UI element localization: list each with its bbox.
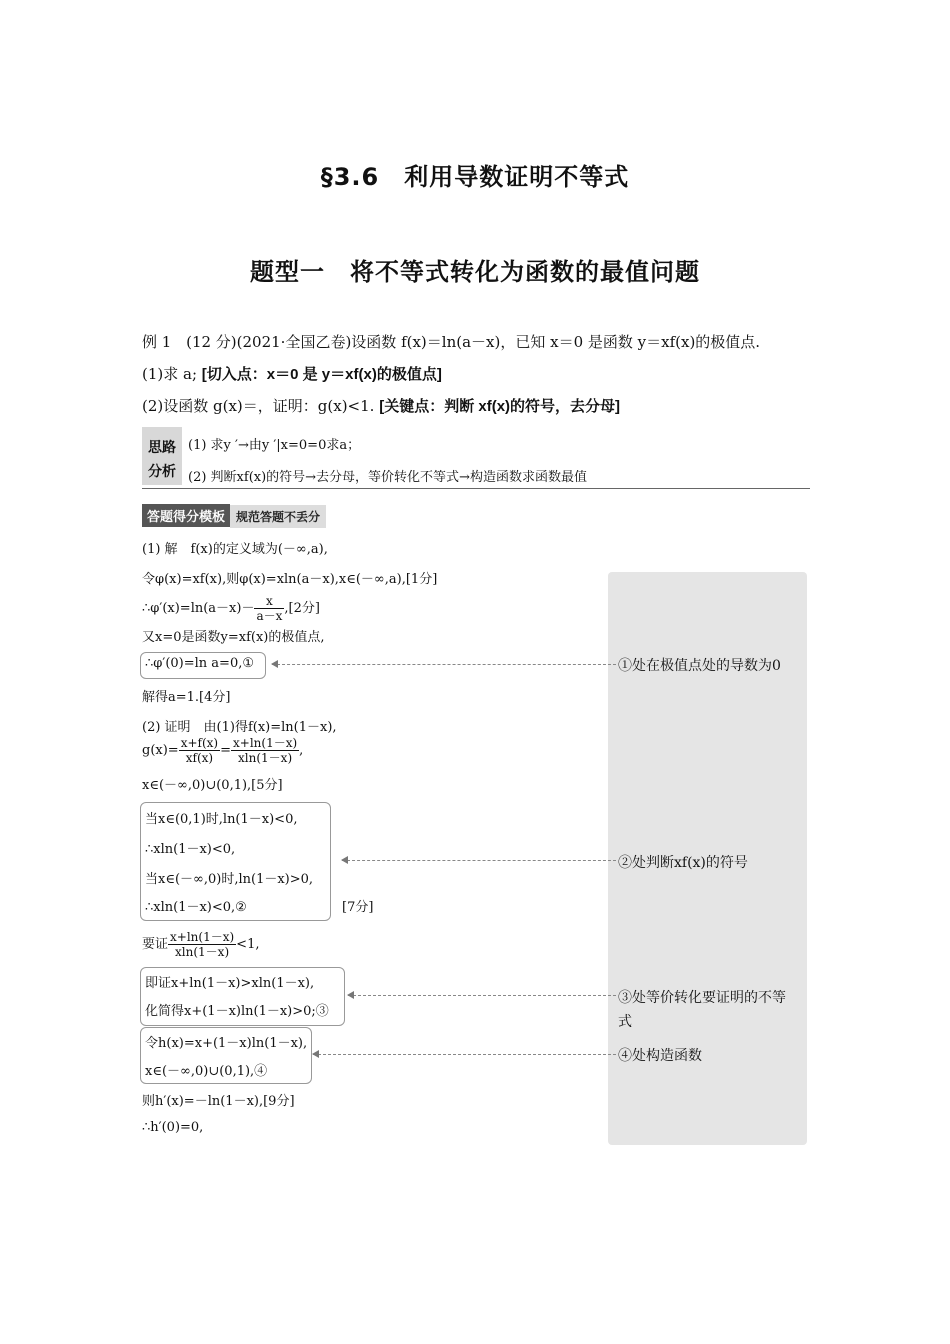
fraction-denominator: xf(x) — [185, 751, 214, 765]
fraction-denominator: a－x — [256, 609, 283, 623]
example-intro-text: (12 分)(2021·全国乙卷)设函数 f(x)＝ln(a－x)，已知 x＝0 是函数 y＝xf(x)的极值点. — [186, 333, 761, 351]
solution-line: ∴h′(0)=0, — [142, 1120, 204, 1135]
solution-line: ∴φ′(0)=ln a=0,① — [145, 656, 254, 671]
solution-text: 要证 — [142, 937, 169, 952]
solution-line: (2) 证明 由(1)得f(x)=ln(1－x), — [142, 720, 337, 735]
solution-line: (1) 解 f(x)的定义域为(－∞,a), — [142, 542, 328, 557]
solution-line: 当x∈(－∞,0)时,ln(1－x)>0, — [145, 872, 314, 887]
fraction-denominator: xln(1－x) — [238, 751, 293, 765]
fraction — [179, 736, 220, 765]
question-1 — [142, 363, 442, 384]
solution-line: x∈(－∞,0)∪(0,1),④ — [145, 1064, 268, 1079]
solution-text: ,[2分] — [284, 601, 320, 616]
score-label: [7分] — [342, 900, 374, 915]
note-3: ③处等价转化要证明的不等式 — [618, 990, 786, 1030]
solution-line: 当x∈(0,1)时,ln(1－x)<0, — [145, 812, 298, 827]
note-2: ②处判断xf(x)的符号 — [618, 855, 748, 871]
question-2-text: (2)设函数 g(x)＝，证明：g(x)<1. — [142, 397, 375, 415]
question-type-title: 题型一 将不等式转化为函数的最值问题 — [250, 258, 700, 286]
solution-line: 即证x+ln(1－x)>xln(1－x), — [145, 976, 315, 991]
callout-arrow-4 — [313, 1054, 616, 1055]
fraction — [231, 736, 299, 765]
example-label: 例 1 — [142, 333, 172, 351]
note-1: ①处在极值点处的导数为0 — [618, 658, 781, 674]
solution-line: ∴xln(1－x)<0, — [145, 842, 236, 857]
solution-line: 又x=0是函数y=xf(x)的极值点, — [142, 630, 325, 645]
fraction — [168, 930, 236, 959]
question-2-hint: [关键点：判断 xf(x)的符号，去分母] — [379, 398, 621, 415]
question-1-text: (1)求 a; — [142, 365, 198, 383]
fraction-denominator: xln(1－x) — [175, 945, 230, 959]
fraction-numerator: x+ln(1－x) — [170, 930, 235, 944]
analysis-divider — [142, 488, 810, 489]
fraction — [254, 594, 284, 623]
analysis-label-box — [142, 427, 182, 485]
fraction-numerator: x+ln(1－x) — [233, 736, 298, 750]
solution-text: ∴φ′(x)=ln(a－x)－ — [142, 601, 255, 616]
callout-arrow-3 — [348, 995, 616, 996]
solution-line: 令h(x)=x+(1－x)ln(1－x), — [145, 1036, 308, 1051]
note-4: ④处构造函数 — [618, 1048, 702, 1064]
solution-line-derivative — [142, 594, 320, 623]
solution-line: x∈(－∞,0)∪(0,1),[5分] — [142, 778, 283, 793]
solution-line: 化简得x+(1－x)ln(1－x)>0;③ — [145, 1004, 329, 1019]
solution-text: <1, — [236, 937, 260, 952]
callout-arrow-2 — [342, 860, 616, 861]
fraction-numerator: x — [254, 594, 284, 609]
fraction-numerator: x+f(x) — [180, 736, 219, 750]
solution-line-prove — [142, 930, 259, 959]
solution-text: , — [299, 743, 304, 758]
section-title: §3.6 利用导数证明不等式 — [320, 163, 630, 191]
template-sub: 规范答题不丢分 — [230, 505, 326, 528]
analysis-label-2: 分析 — [148, 463, 176, 479]
template-badge: 答题得分模板 — [142, 504, 230, 527]
callout-arrow-1 — [272, 664, 616, 665]
solution-text: g(x)= — [142, 743, 179, 758]
solution-text: = — [220, 743, 232, 758]
solution-line: ∴xln(1－x)<0,② — [145, 900, 247, 915]
analysis-line-2: (2) 判断xf(x)的符号→去分母，等价转化不等式→构造函数求函数最值 — [188, 470, 587, 485]
analysis-line-1: (1) 求y ′→由y ′|x=0=0求a； — [188, 438, 361, 453]
question-1-hint: [切入点：x＝0 是 y＝xf(x)的极值点] — [201, 366, 442, 383]
question-2 — [142, 395, 620, 416]
example-intro — [142, 331, 760, 352]
solution-line: 则h′(x)=－ln(1－x),[9分] — [142, 1094, 295, 1109]
solution-line-g — [142, 736, 303, 765]
solution-line: 令φ(x)=xf(x),则φ(x)=xln(a－x),x∈(－∞,a),[1分] — [142, 572, 438, 587]
solution-line: 解得a=1.[4分] — [142, 690, 231, 705]
analysis-label-1: 思路 — [148, 439, 176, 455]
template-badge-row — [142, 504, 326, 524]
